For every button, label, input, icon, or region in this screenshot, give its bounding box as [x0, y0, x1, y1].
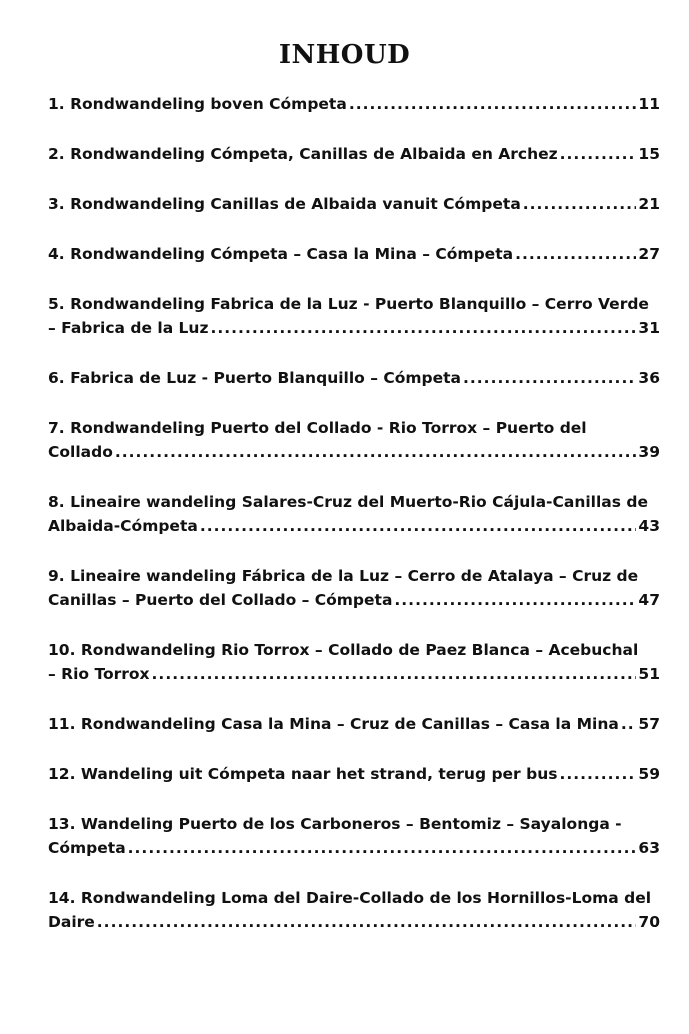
- toc-entry-line: [48, 712, 660, 736]
- toc-page-number: 63: [638, 839, 660, 857]
- toc-entry-line: [48, 366, 660, 390]
- toc-entry-title-line2: Albaida-Cómpeta: [48, 517, 198, 535]
- toc-entry-line: [48, 292, 660, 316]
- toc-entry: [48, 292, 660, 340]
- page-title: INHOUD: [278, 40, 411, 70]
- toc-page-number: 51: [638, 665, 660, 683]
- toc-entry-line: [48, 910, 660, 934]
- toc-entry-title-line1: 7. Rondwandeling Puerto del Collado - Rio Torrox – Puerto del: [48, 419, 587, 437]
- toc-page-number: 36: [638, 369, 660, 387]
- toc-entry-title-line2: – Rio Torrox: [48, 665, 150, 683]
- toc-entry-line: [48, 836, 660, 860]
- toc-leader-dots: [349, 92, 637, 116]
- toc-entry-title-line2: Cómpeta: [48, 839, 126, 857]
- toc-entry: [48, 416, 660, 464]
- toc-leader-dots: [394, 588, 636, 612]
- toc-entry: [48, 712, 660, 736]
- toc-entry: [48, 490, 660, 538]
- toc-entry-title: 11. Rondwandeling Casa la Mina – Cruz de Canillas – Casa la Mina: [48, 715, 619, 733]
- toc-entry: [48, 886, 660, 934]
- toc-leader-dots: [463, 366, 636, 390]
- toc-entry-line: [48, 886, 660, 910]
- toc-page-number: 31: [638, 319, 660, 337]
- toc-entry-line: [48, 490, 660, 514]
- toc-page-number: 27: [638, 245, 660, 263]
- toc-leader-dots: [115, 440, 637, 464]
- toc-leader-dots: [200, 514, 637, 538]
- toc-entry-line: [48, 316, 660, 340]
- toc-page-number: 47: [638, 591, 660, 609]
- toc-entry-title-line1: 10. Rondwandeling Rio Torrox – Collado de Paez Blanca – Acebuchal: [48, 641, 639, 659]
- toc-entry-title-line2: – Fabrica de la Luz: [48, 319, 209, 337]
- toc-entry-title: 1. Rondwandeling boven Cómpeta: [48, 95, 347, 113]
- toc-page-number: 57: [638, 715, 660, 733]
- toc-page-number: 70: [638, 913, 660, 931]
- toc-entry-title-line1: 13. Wandeling Puerto de los Carboneros – Bentomiz – Sayalonga -: [48, 815, 622, 833]
- toc-leader-dots: [128, 836, 637, 860]
- toc-entry-line: [48, 662, 660, 686]
- toc-entry-line: [48, 564, 660, 588]
- toc-entry-line: [48, 192, 660, 216]
- toc-entry-line: [48, 92, 660, 116]
- toc-entry: [48, 192, 660, 216]
- toc-entry: [48, 812, 660, 860]
- toc-entry-line: [48, 812, 660, 836]
- toc-entry: [48, 366, 660, 390]
- toc-entry-title-line2: Canillas – Puerto del Collado – Cómpeta: [48, 591, 393, 609]
- toc-entry-title-line1: 5. Rondwandeling Fabrica de la Luz - Puerto Blanquillo – Cerro Verde: [48, 295, 649, 313]
- toc-entry-title: 6. Fabrica de Luz - Puerto Blanquillo – Cómpeta: [48, 369, 462, 387]
- toc-entry-title-line1: 9. Lineaire wandeling Fábrica de la Luz – Cerro de Atalaya – Cruz de: [48, 567, 639, 585]
- toc-entry-line: [48, 514, 660, 538]
- toc-entry-line: [48, 440, 660, 464]
- toc-leader-dots: [560, 142, 637, 166]
- toc-entry-line: [48, 588, 660, 612]
- toc-page-number: 11: [638, 95, 660, 113]
- toc-entry-line: [48, 762, 660, 786]
- toc-leader-dots: [559, 762, 636, 786]
- toc-entry-title-line2: Collado: [48, 443, 113, 461]
- toc-leader-dots: [97, 910, 637, 934]
- toc-leader-dots: [152, 662, 637, 686]
- toc-page-number: 43: [638, 517, 660, 535]
- toc-entry-line: [48, 142, 660, 166]
- toc-entry: [48, 92, 660, 116]
- toc-entry-line: [48, 638, 660, 662]
- toc-entry: [48, 762, 660, 786]
- toc-entry-title: 2. Rondwandeling Cómpeta, Canillas de Albaida en Archez: [48, 145, 558, 163]
- toc-entry-line: [48, 242, 660, 266]
- toc-entry-title-line1: 14. Rondwandeling Loma del Daire-Collado de los Hornillos-Loma del: [48, 889, 652, 907]
- toc-page-number: 21: [638, 195, 660, 213]
- toc-entry-title: 4. Rondwandeling Cómpeta – Casa la Mina – Cómpeta: [48, 245, 514, 263]
- toc-entry-title: 3. Rondwandeling Canillas de Albaida vanuit Cómpeta: [48, 195, 521, 213]
- toc-entry: [48, 564, 660, 612]
- toc-leader-dots: [523, 192, 637, 216]
- toc-leader-dots: [621, 712, 637, 736]
- toc-entry-line: [48, 416, 660, 440]
- toc-entry-title-line2: Daire: [48, 913, 95, 931]
- toc-entry: [48, 638, 660, 686]
- toc-entry-title-line1: 8. Lineaire wandeling Salares-Cruz del Muerto-Rio Cájula-Canillas de: [48, 493, 648, 511]
- toc-page-number: 15: [638, 145, 660, 163]
- toc-entry-title: 12. Wandeling uit Cómpeta naar het strand, terug per bus: [48, 765, 558, 783]
- table-of-contents: [48, 92, 660, 934]
- toc-page-number: 39: [638, 443, 660, 461]
- toc-page-number: 59: [638, 765, 660, 783]
- toc-entry: [48, 242, 660, 266]
- toc-leader-dots: [211, 316, 637, 340]
- toc-entry: [48, 142, 660, 166]
- toc-leader-dots: [515, 242, 636, 266]
